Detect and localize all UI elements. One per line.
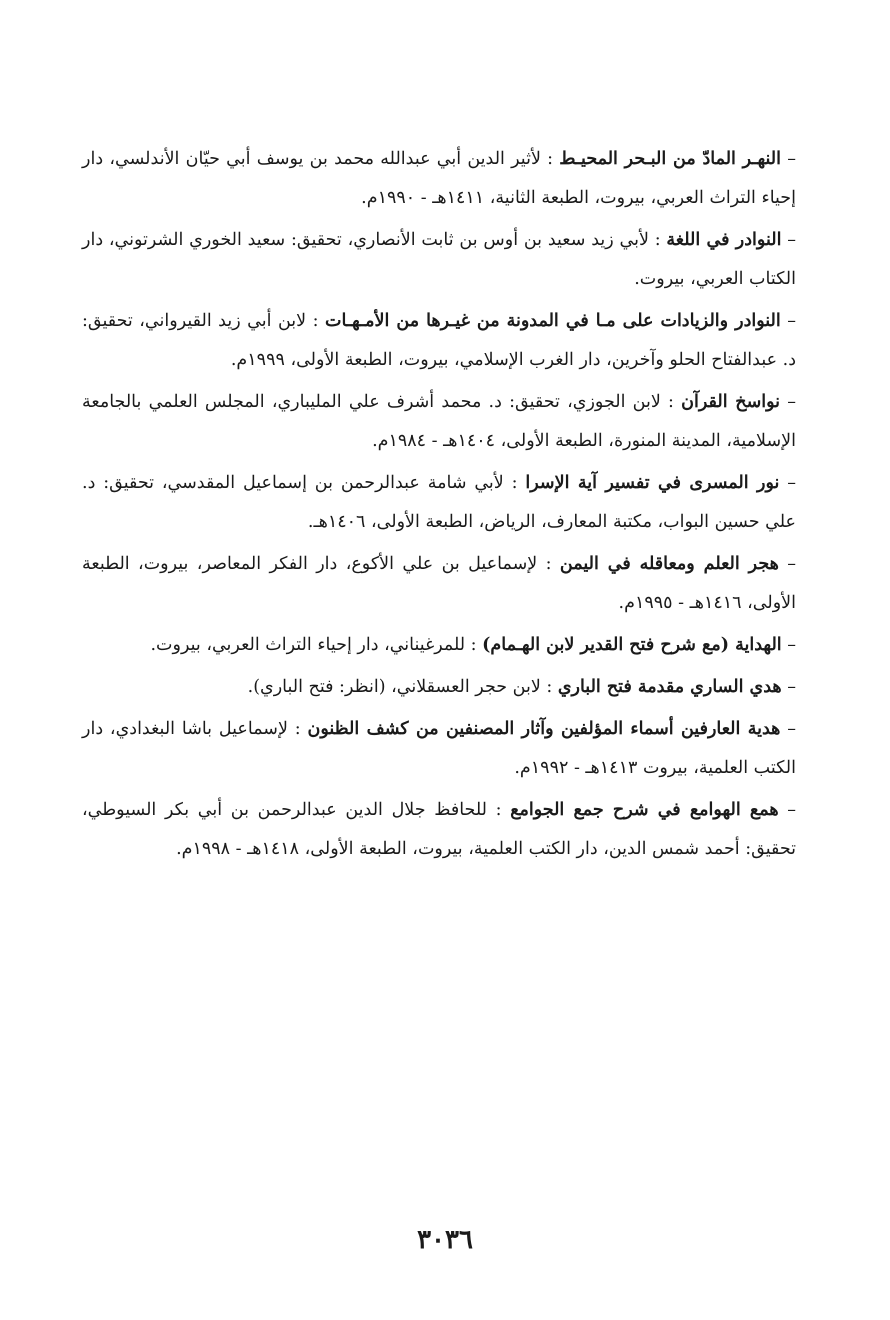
entry-dash: –: [780, 719, 796, 739]
entry-title: النهـر المادّ من البـحر المحيـط: [559, 149, 781, 169]
entry-title: هجر العلم ومعاقله في اليمن: [559, 554, 779, 574]
entry-dash: –: [780, 311, 796, 331]
entry-details: : لابن الجوزي، تحقيق: د. محمد أشرف علي المليباري، المجلس العلمي بالجامعة الإسلامية، المدينة المنورة، الطبعة الأولى، ١٤٠٤هـ - ١٩٨٤م.: [82, 392, 796, 451]
entry-dash: –: [778, 554, 796, 574]
entry-dash: –: [778, 800, 796, 820]
entry-title: النوادر والزيادات على مـا في المدونة من غيـرها من الأمـهـات: [325, 311, 781, 331]
bibliography-entry: [82, 140, 796, 218]
entry-dash: –: [781, 230, 796, 250]
bibliography-entry: [82, 710, 796, 788]
entry-title: هدي الساري مقدمة فتح الباري: [557, 677, 782, 697]
bibliography-entry: [82, 383, 796, 461]
entry-details: : لإسماعيل باشا البغدادي، دار الكتب العلمية، بيروت ١٤١٣هـ - ١٩٩٢م.: [82, 719, 796, 778]
bibliography-entry: [82, 791, 796, 869]
bibliography-list: [82, 140, 796, 872]
entry-dash: –: [779, 473, 796, 493]
entry-details: : لأثير الدين أبي عبدالله محمد بن يوسف أبي حيّان الأندلسي، دار إحياء التراث العربي، بيروت، الطبعة الثانية، ١٤١١هـ - ١٩٩٠م.: [82, 149, 796, 208]
entry-details: : لابن حجر العسقلاني، (انظر: فتح الباري).: [247, 677, 558, 697]
entry-title: النوادر في اللغة: [666, 230, 782, 250]
entry-dash: –: [781, 635, 796, 655]
entry-details: : لإسماعيل بن علي الأكوع، دار الفكر المعاصر، بيروت، الطبعة الأولى، ١٤١٦هـ - ١٩٩٥م.: [82, 554, 796, 613]
bibliography-entry: [82, 668, 796, 707]
bibliography-entry: [82, 626, 796, 665]
entry-details: : للمرغيناني، دار إحياء التراث العربي، بيروت.: [150, 635, 483, 655]
entry-details: : لابن أبي زيد القيرواني، تحقيق: د. عبدالفتاح الحلو وآخرين، دار الغرب الإسلامي، بيروت، الطبعة الأولى، ١٩٩٩م.: [82, 311, 796, 370]
entry-details: : لأبي زيد سعيد بن أوس بن ثابت الأنصاري، تحقيق: سعيد الخوري الشرتوني، دار الكتاب العربي، بيروت.: [82, 230, 796, 289]
entry-dash: –: [780, 392, 796, 412]
bibliography-entry: [82, 302, 796, 380]
bibliography-entry: [82, 545, 796, 623]
entry-details: : للحافظ جلال الدين عبدالرحمن بن أبي بكر السيوطي، تحقيق: أحمد شمس الدين، دار الكتب العلمية، بيروت، الطبعة الأولى، ١٤١٨هـ - ١٩٩٨م.: [82, 800, 796, 859]
bibliography-entry: [82, 221, 796, 299]
entry-title: هدية العارفين أسماء المؤلفين وآثار المصنفين من كشف الظنون: [307, 719, 781, 739]
entry-dash: –: [781, 677, 796, 697]
entry-title: نور المسرى في تفسير آية الإسرا: [525, 473, 780, 493]
entry-title: نواسخ القرآن: [681, 392, 781, 412]
entry-title: همع الهوامع في شرح جمع الجوامع: [510, 800, 779, 820]
entry-details: : لأبي شامة عبدالرحمن بن إسماعيل المقدسي، تحقيق: د. علي حسين البواب، مكتبة المعارف، الرياض، الطبعة الأولى، ١٤٠٦هـ.: [82, 473, 796, 532]
entry-title: الهداية (مع شرح فتح القدير لابن الهـمام): [482, 635, 782, 655]
bibliography-entry: [82, 464, 796, 542]
page-number: ٣٠٣٦: [417, 1225, 473, 1255]
entry-dash: –: [781, 149, 796, 169]
